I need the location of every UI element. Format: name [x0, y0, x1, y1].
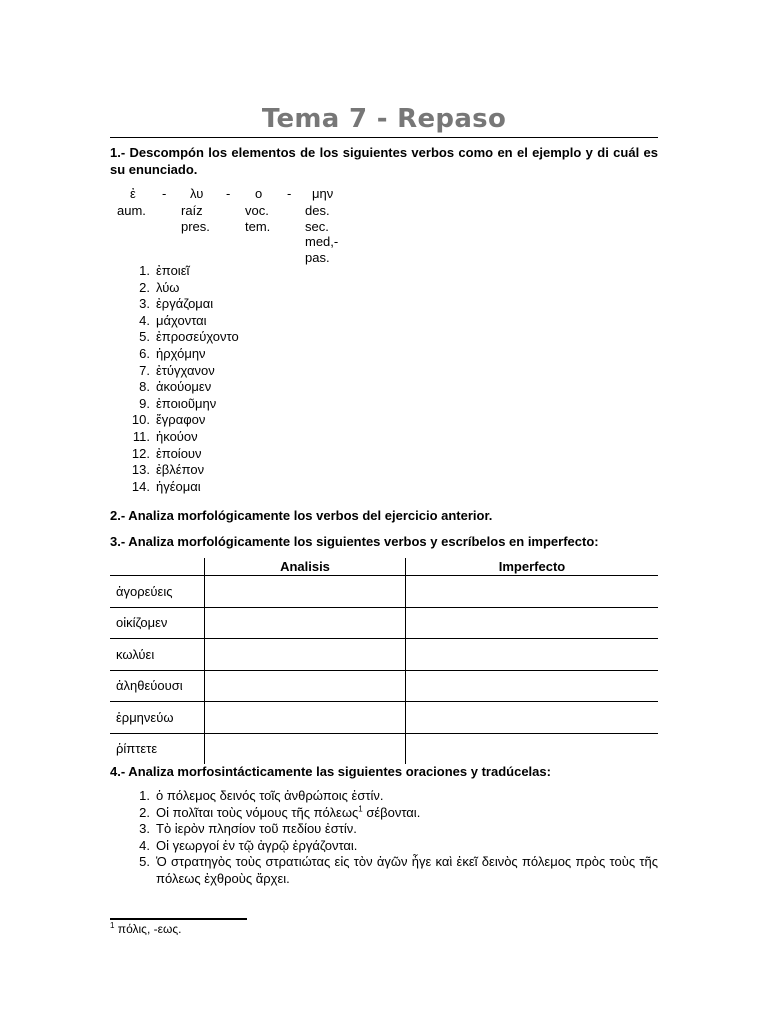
- list-number: 10.: [131, 412, 150, 428]
- sentence-text: ὁ πόλεμος δεινός τοῖς ἀνθρώποις ἐστίν.: [156, 788, 384, 803]
- column-header-imperfecto: Imperfecto: [406, 558, 659, 576]
- example-label: aum.: [117, 203, 146, 218]
- imperfecto-cell[interactable]: [406, 670, 659, 702]
- exercise-1-heading: 1.- Descompón los elementos de los siguientes verbos como en el ejemplo y di cuál es su enunciado.: [110, 145, 658, 177]
- page-title: Tema 7 - Repaso: [261, 104, 507, 134]
- analisis-cell[interactable]: [205, 607, 406, 639]
- exercise-4-heading: 4.- Analiza morfosintácticamente las siguientes oraciones y tradúcelas:: [110, 764, 551, 779]
- sentence-list: [110, 788, 658, 888]
- verb-text: ἔγραφον: [156, 412, 206, 428]
- example-separator: -: [287, 186, 292, 201]
- list-number: 13.: [131, 462, 150, 478]
- sentence-item: [110, 788, 658, 805]
- example-separator: -: [226, 186, 231, 201]
- verb-text: ἠρχόμην: [156, 345, 206, 361]
- table-header-row: [110, 558, 658, 576]
- footnote-reference: 1: [358, 804, 363, 814]
- verb-text: ἐποιεῖ: [156, 263, 190, 278]
- verb-text: λύω: [156, 279, 180, 295]
- table-row: [110, 639, 658, 671]
- example-part-vowel: ο: [255, 186, 263, 201]
- example-separator: -: [162, 186, 167, 201]
- example-label: tem.: [245, 218, 271, 234]
- list-number: 8.: [139, 379, 150, 395]
- example-label: pas.: [305, 249, 330, 265]
- verb-list-item: [110, 412, 239, 429]
- footnote-text: πόλις, -εως.: [114, 922, 182, 936]
- list-number: 4.: [139, 837, 150, 853]
- list-number: 9.: [139, 395, 150, 411]
- footnote-mark: 1: [110, 921, 115, 930]
- verb-text: ἡγέομαι: [156, 478, 201, 494]
- exercise-3-heading: 3.- Analiza morfológicamente los siguientes verbos y escríbelos en imperfecto:: [110, 534, 599, 549]
- analisis-cell[interactable]: [205, 639, 406, 671]
- table-row: [110, 733, 658, 764]
- list-number: 11.: [132, 428, 150, 444]
- verb-text: ἠκούον: [156, 428, 198, 444]
- verb-list-item: [110, 479, 239, 496]
- verb-text: μάχονται: [156, 312, 207, 328]
- example-part-root: λυ: [190, 186, 204, 201]
- example-label: voc.: [245, 203, 269, 218]
- analysis-table: [110, 558, 658, 764]
- verb-cell: ῥίπτετε: [116, 741, 158, 757]
- list-number: 2.: [139, 804, 150, 820]
- verb-list-item: [110, 263, 239, 280]
- exercise-2-heading: 2.- Analiza morfológicamente los verbos del ejercicio anterior.: [110, 508, 493, 523]
- list-number: 12.: [131, 445, 150, 461]
- list-number: 3.: [139, 821, 150, 837]
- verb-list-item: [110, 296, 239, 313]
- sentence-text: Οἱ πολῖται τοὺς νόμους τῆς πόλεως: [156, 804, 359, 820]
- table-row: [110, 702, 658, 734]
- example-label: sec.: [305, 218, 329, 234]
- verb-list-item: [110, 446, 239, 463]
- verb-cell: κωλύει: [110, 639, 205, 671]
- sentence-text: Τὸ ἱερὸν πλησίον τοῦ πεδίου ἐστίν.: [156, 821, 357, 837]
- list-number: 1.: [139, 263, 150, 278]
- example-label: des.: [305, 203, 330, 218]
- list-number: 5.: [139, 329, 150, 345]
- verb-cell: ἀληθεύουσι: [110, 670, 205, 702]
- sentence-text-continued: σέβονται.: [362, 804, 421, 820]
- verb-list-item: [110, 313, 239, 330]
- list-number: 6.: [139, 345, 150, 361]
- sentence-text: Οἱ γεωργοί ἐν τῷ ἀγρῷ ἐργάζονται.: [156, 837, 358, 853]
- verb-list-item: [110, 280, 239, 297]
- imperfecto-cell[interactable]: [406, 576, 659, 608]
- verb-text: ἀκούομεν: [156, 379, 212, 395]
- verb-text: ἐποίουν: [156, 445, 202, 461]
- example-label: raíz: [181, 203, 203, 218]
- title-divider: [110, 137, 658, 138]
- verb-cell: οἰκίζομεν: [110, 607, 205, 639]
- verb-list-item: [110, 363, 239, 380]
- list-number: 2.: [139, 279, 150, 295]
- example-part-augment: ἐ: [130, 186, 136, 201]
- verb-text: ἐτύγχανον: [156, 362, 215, 378]
- analisis-cell[interactable]: [205, 670, 406, 702]
- verb-text: ἐργάζομαι: [156, 296, 214, 312]
- example-label: pres.: [181, 218, 210, 234]
- table-row: [110, 607, 658, 639]
- verb-list-item: [110, 329, 239, 346]
- imperfecto-cell[interactable]: [406, 639, 659, 671]
- verb-list-item: [110, 379, 239, 396]
- sentence-item: [110, 854, 658, 887]
- verb-list: [110, 263, 239, 495]
- list-number: 5.: [139, 854, 150, 870]
- verb-list-item: [110, 346, 239, 363]
- analisis-cell[interactable]: [205, 733, 406, 764]
- footnote-divider: [110, 918, 247, 920]
- analisis-cell[interactable]: [205, 702, 406, 734]
- example-label: med,-: [305, 234, 339, 249]
- table-row: [110, 576, 658, 608]
- verb-text: ἐποιοῦμην: [156, 395, 217, 411]
- verb-text: ἐβλέπον: [156, 462, 205, 478]
- list-number: 4.: [139, 312, 150, 328]
- imperfecto-cell[interactable]: [406, 733, 659, 764]
- column-header-verb: [110, 558, 205, 576]
- verb-list-item: [110, 462, 239, 479]
- verb-cell: ἀγορεύεις: [110, 576, 205, 608]
- verb-cell: ἑρμηνεύω: [110, 702, 205, 734]
- list-number: 3.: [139, 296, 150, 312]
- sentence-item: [110, 821, 658, 838]
- list-number: 7.: [139, 362, 150, 378]
- column-header-analisis: Analisis: [205, 558, 406, 576]
- example-part-ending: μην: [312, 186, 334, 201]
- footnote: [110, 922, 181, 936]
- list-number: 14.: [131, 478, 150, 494]
- verb-list-item: [110, 396, 239, 413]
- table-row: [110, 670, 658, 702]
- list-number: 1.: [139, 788, 150, 803]
- sentence-text: Ὁ στρατηγὸς τοὺς στρατιώτας εἰς τὸν ἀγῶν ἦγε καὶ ἐκεῖ δεινὸς πόλεμος πρὸς τοὺς τῆς πόλεως ἐχθροὺς ἄρχει.: [156, 854, 658, 886]
- sentence-item: [110, 838, 658, 855]
- imperfecto-cell[interactable]: [406, 607, 659, 639]
- sentence-item: [110, 805, 658, 822]
- verb-list-item: [110, 429, 239, 446]
- imperfecto-cell[interactable]: [406, 702, 659, 734]
- analisis-cell[interactable]: [205, 576, 406, 608]
- verb-text: ἐπροσεύχοντο: [156, 329, 239, 345]
